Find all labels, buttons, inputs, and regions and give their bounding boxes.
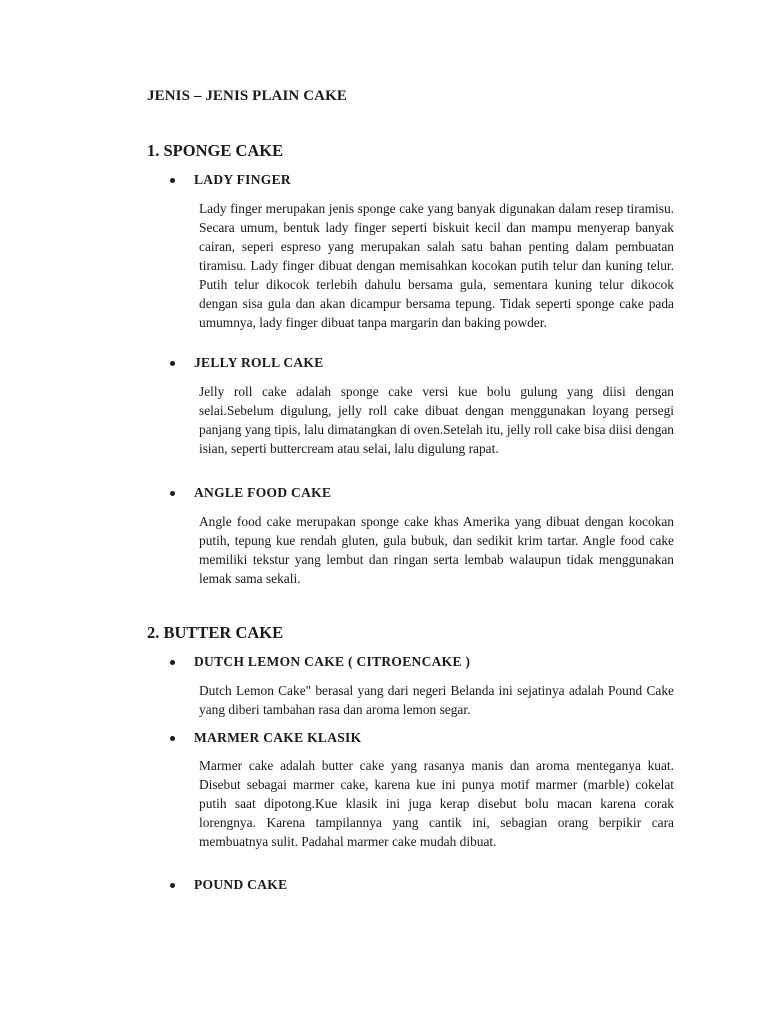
bullet-icon	[170, 491, 175, 496]
page-title: JENIS – JENIS PLAIN CAKE	[147, 88, 347, 104]
item-label: MARMER CAKE KLASIK	[194, 730, 362, 745]
item-label: POUND CAKE	[194, 877, 288, 892]
bullet-icon	[170, 883, 175, 888]
bullet-icon	[170, 361, 175, 366]
section-heading-sponge-cake: 1. SPONGE CAKE	[147, 141, 284, 160]
item-paragraph: Dutch Lemon Cake" berasal yang dari negeri Belanda ini sejatinya adalah Pound Cake yang diberi tambahan rasa dan aroma lemon segar.	[199, 683, 674, 717]
item-label: ANGLE FOOD CAKE	[194, 485, 332, 500]
item-label: LADY FINGER	[194, 172, 291, 187]
item-paragraph: Jelly roll cake adalah sponge cake versi kue bolu gulung yang diisi dengan selai.Sebelum digulung, jelly roll cake dibuat dengan menggunakan loyang persegi panjang yang tipis, lalu dimatangkan di oven.Setelah itu, jelly roll cake bisa diisi dengan isian, seperti buttercream atau selai, lalu digulung rapat.	[199, 384, 674, 456]
bullet-icon	[170, 178, 175, 183]
section-heading-butter-cake: 2. BUTTER CAKE	[147, 623, 284, 642]
item-paragraph: Marmer cake adalah butter cake yang rasanya manis dan aroma menteganya kuat. Disebut sebagai marmer cake, karena kue ini punya motif marmer (marble) cokelat putih saat dipotong.Kue klasik ini juga kerap disebut bolu macan karena corak lorengnya. Karena tampilannya yang cantik ini, sebagian orang berpikir cara membuatnya sulit. Padahal marmer cake mudah dibuat.	[199, 758, 674, 849]
item-paragraph: Angle food cake merupakan sponge cake khas Amerika yang dibuat dengan kocokan putih, tepung kue rendah gluten, gula bubuk, dan sedikit krim tartar. Angle food cake memiliki tekstur yang lembut dan ringan serta lembab walaupun tidak menggunakan lemak sama sekali.	[199, 514, 674, 586]
bullet-icon	[170, 736, 175, 741]
item-label: DUTCH LEMON CAKE ( CITROENCAKE )	[194, 654, 471, 669]
item-paragraph: Lady finger merupakan jenis sponge cake yang banyak digunakan dalam resep tiramisu. Secara umum, bentuk lady finger seperti biskuit kecil dan mampu menyerap banyak cairan, seperi espreso yang merupakan salah satu bahan penting dalam pembuatan tiramisu. Lady finger dibuat dengan memisahkan kocokan putih telur dan kuning telur. Putih telur dikocok terlebih dahulu bersama gula, sementara kuning telur dikocok dengan sisa gula dan akan dicampur bersama tepung. Tidak seperti sponge cake pada umumnya, lady finger dibuat tanpa margarin dan baking powder.	[199, 201, 674, 330]
bullet-icon	[170, 660, 175, 665]
item-label: JELLY ROLL CAKE	[194, 355, 324, 370]
